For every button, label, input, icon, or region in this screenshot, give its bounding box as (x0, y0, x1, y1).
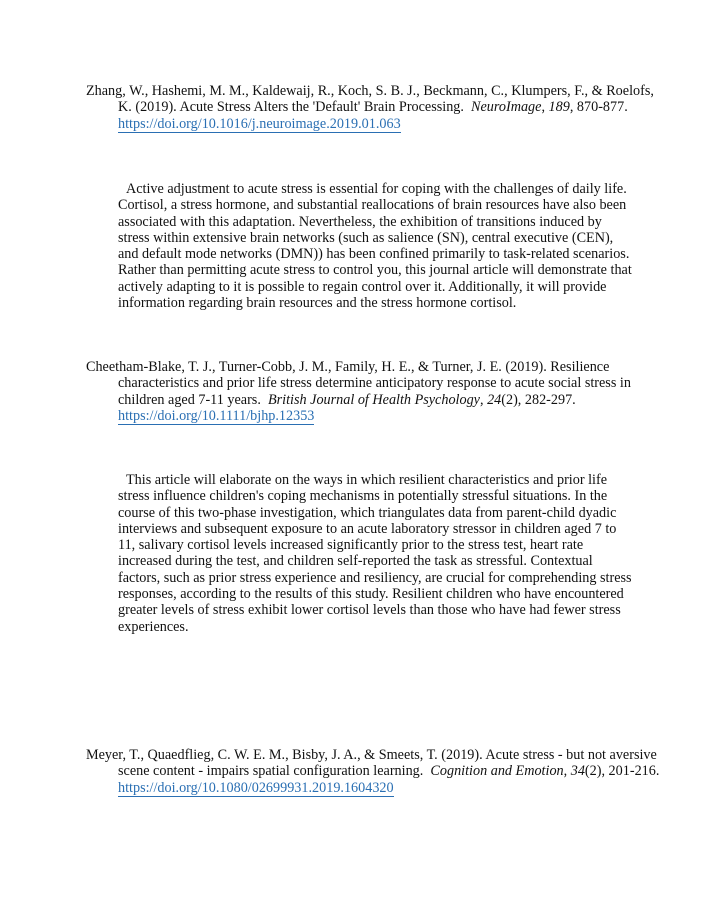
journal-title: NeuroImage (471, 99, 542, 116)
reference-entry: Meyer, T., Quaedflieg, C. W. E. M., Bisby, J. A., & Smeets, T. (2019). Acute stress - but not aversive scene content - impairs spatial configuration learning. Cognition and Emotion, 34(2), 201-216. https://doi.org/10.1080/02699931.2019.1604320 (86, 747, 660, 796)
doi-link[interactable]: https://doi.org/10.1111/bjhp.12353 (118, 407, 315, 424)
reference-entry: Zhang, W., Hashemi, M. M., Kaldewaij, R., Koch, S. B. J., Beckmann, C., Klumpers, F., & Roelofs, K. (2019). Acute Stress Alters the 'Default' Brain Processing. NeuroImage, 189, 870-877. https://doi.org/10.1016/j.neuroimage.2019.01.063 (86, 83, 654, 132)
issue-pages: (2), 282-297. (501, 391, 576, 408)
journal-volume: 189 (548, 99, 570, 116)
reference-entry: Cheetham-Blake, T. J., Turner-Cobb, J. M., Family, H. E., & Turner, J. E. (2019). Resilience characteristics and prior life stress determine anticipatory response to acute social stress in children aged 7-11 years. British Journal of Health Psychology, 24(2), 282-297. https://doi.org/10.1111/bjhp.12353 (86, 359, 631, 424)
annotation-paragraph: This article will elaborate on the ways in which resilient characteristics and prior life stress influence children's coping mechanisms in potentially stressful situations. In the course of this two-phase investigation, which triangulates data from parent-child dyadic interviews and subsequent exposure to an acute laboratory stressor in children aged 7 to 11, salivary cortisol levels increased significantly prior to the stress test, heart rate increased during the test, and children self-reported the task as stressful. Contextual factors, such as prior stress experience and resiliency, are crucial for comprehending stress responses, according to the results of this study. Resilient children who have encountered greater levels of stress exhibit lower cortisol levels than those who have had fewer stress experiences. (118, 472, 632, 635)
journal-title: British Journal of Health Psychology (267, 391, 480, 408)
issue-pages: , 870-877. (569, 99, 628, 116)
doi-link[interactable]: https://doi.org/10.1016/j.neuroimage.2019.01.063 (118, 115, 401, 132)
journal-title: Cognition and Emotion (430, 763, 564, 780)
annotation-paragraph: Active adjustment to acute stress is essential for coping with the challenges of daily life. Cortisol, a stress hormone, and substantial reallocations of brain resources have also been associated with this adaptation. Nevertheless, the exhibition of transitions induced by stress within extensive brain networks (such as salience (SN), central executive (CEN), and default mode networks (DMN)) has been confined primarily to task-related scenarios. Rather than permitting acute stress to control you, this journal article will demonstrate that actively adapting to it is possible to regain control over it. Additionally, it will provide information regarding brain resources and the stress hormone cortisol. (118, 181, 632, 312)
reference-citation: Meyer, T., Quaedflieg, C. W. E. M., Bisby, J. A., & Smeets, T. (2019). Acute stress - but not aversive scene content - impairs spatial configuration learning. (86, 747, 657, 780)
issue-pages: (2), 201-216. (584, 763, 660, 780)
journal-volume: 34 (570, 763, 585, 780)
doi-link[interactable]: https://doi.org/10.1080/02699931.2019.1604320 (118, 779, 394, 796)
journal-volume: 24 (487, 391, 502, 408)
reference-citation: Zhang, W., Hashemi, M. M., Kaldewaij, R., Koch, S. B. J., Beckmann, C., Klumpers, F., & Roelofs, K. (2019). Acute Stress Alters the 'Default' Brain Processing. (86, 83, 654, 116)
reference-citation: Cheetham-Blake, T. J., Turner-Cobb, J. M., Family, H. E., & Turner, J. E. (2019). Resilience characteristics and prior life stress determine anticipatory response to acute social stress in children aged 7-11 years. (86, 359, 631, 408)
